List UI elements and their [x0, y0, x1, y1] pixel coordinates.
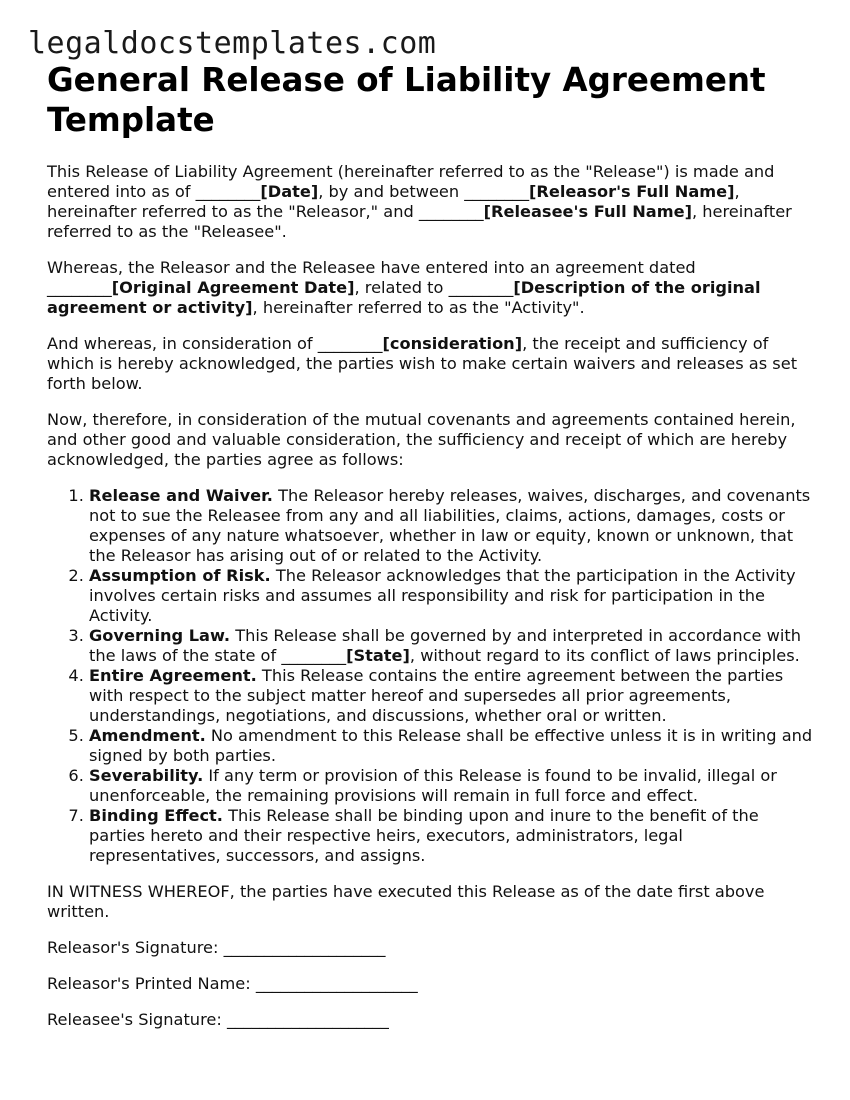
clause-heading: Amendment. [89, 726, 206, 745]
intro-text: , hereinafter referred to as the "Releasee". [47, 202, 792, 241]
signature-label: Releasor's Printed Name: [47, 974, 256, 993]
date-blank[interactable]: ________ [195, 182, 261, 201]
clause-item [89, 486, 817, 566]
document-title: General Release of Liability Agreement Template [47, 61, 766, 139]
activity-description-field: [Description of the original agreement or activity] [47, 278, 761, 317]
whereas-text: Whereas, the Releasor and the Releasee have entered into an agreement dated [47, 258, 696, 277]
releasee-name-field: [Releasee's Full Name] [483, 202, 692, 221]
whereas-text: , related to [354, 278, 449, 297]
releasor-name-blank[interactable]: ________ [464, 182, 530, 201]
intro-text: , by and between [318, 182, 465, 201]
releasee-signature-line [47, 1010, 817, 1030]
clause-heading: Governing Law. [89, 626, 231, 645]
releasee-name-blank[interactable]: ________ [418, 202, 484, 221]
clause-item [89, 806, 817, 866]
activity-description-blank[interactable]: ________ [448, 278, 514, 297]
clause-heading: Assumption of Risk. [89, 566, 271, 585]
consideration-blank[interactable]: ________ [317, 334, 383, 353]
agreement-date-blank[interactable]: ________ [47, 278, 112, 297]
agreement-date-field: [Original Agreement Date] [111, 278, 355, 297]
releasor-signature-blank[interactable]: ____________________ [223, 938, 386, 957]
and-whereas-text: And whereas, in consideration of [47, 334, 318, 353]
clause-text: The Releasor hereby releases, waives, discharges, and covenants not to sue the Releasee from any and all liabilities, claims, actions, damages, costs or expenses of any nature whatsoever, whether in law or equity, known or unknown, that the Releasor has arising out of or related to the Activity. [89, 486, 811, 565]
document-body [47, 162, 817, 1046]
clause-text: This Release contains the entire agreement between the parties with respect to the subject matter hereof and supersedes all prior agreements, understandings, negotiations, and discussions, whether oral or written. [89, 666, 784, 725]
consideration-field: [consideration] [382, 334, 523, 353]
whereas-text: , hereinafter referred to as the "Activity". [252, 298, 585, 317]
signature-label: Releasor's Signature: [47, 938, 224, 957]
state-field: [State] [346, 646, 410, 665]
clause-list [47, 486, 817, 866]
clause-item [89, 666, 817, 726]
clause-item [89, 626, 817, 666]
clause-text: This Release shall be governed by and interpreted in accordance with the laws of the state of [89, 626, 801, 665]
clause-item [89, 726, 817, 766]
clause-item [89, 566, 817, 626]
intro-paragraph [47, 162, 817, 242]
clause-heading: Binding Effect. [89, 806, 223, 825]
whereas-paragraph [47, 258, 817, 318]
clause-heading: Release and Waiver. [89, 486, 273, 505]
clause-heading: Severability. [89, 766, 204, 785]
releasor-printed-name-blank[interactable]: ____________________ [255, 974, 418, 993]
and-whereas-text: , the receipt and sufficiency of which is hereby acknowledged, the parties wish to make certain waivers and releases as set forth below. [47, 334, 798, 393]
releasee-signature-blank[interactable]: ____________________ [226, 1010, 389, 1029]
signature-label: Releasee's Signature: [47, 1010, 227, 1029]
now-therefore-paragraph: Now, therefore, in consideration of the mutual covenants and agreements contained herein, and other good and valuable consideration, the sufficiency and receipt of which are hereby acknowledged, the parties agree as follows: [47, 410, 796, 469]
releasor-printed-name-line [47, 974, 817, 994]
clause-heading: Entire Agreement. [89, 666, 257, 685]
releasor-name-field: [Releasor's Full Name] [529, 182, 735, 201]
clause-text: , without regard to its conflict of laws principles. [409, 646, 800, 665]
clause-text: No amendment to this Release shall be effective unless it is in writing and signed by both parties. [89, 726, 813, 765]
date-field: [Date] [260, 182, 319, 201]
clause-text: The Releasor acknowledges that the participation in the Activity involves certain risks and assumes all responsibility and risk for participation in the Activity. [89, 566, 796, 625]
witness-paragraph: IN WITNESS WHEREOF, the parties have executed this Release as of the date first above written. [47, 882, 765, 921]
site-watermark: legaldocstemplates.com [28, 26, 437, 61]
intro-text: , hereinafter referred to as the "Releasor," and [47, 182, 740, 221]
clause-text: If any term or provision of this Release is found to be invalid, illegal or unenforceable, the remaining provisions will remain in full force and effect. [89, 766, 777, 805]
state-blank[interactable]: ________ [281, 646, 347, 665]
releasor-signature-line [47, 938, 817, 958]
clause-item [89, 766, 817, 806]
and-whereas-paragraph [47, 334, 817, 394]
clause-text: This Release shall be binding upon and inure to the benefit of the parties hereto and their respective heirs, executors, administrators, legal representatives, successors, and assigns. [89, 806, 759, 865]
intro-text: This Release of Liability Agreement (hereinafter referred to as the "Release") is made and entered into as of [47, 162, 775, 201]
